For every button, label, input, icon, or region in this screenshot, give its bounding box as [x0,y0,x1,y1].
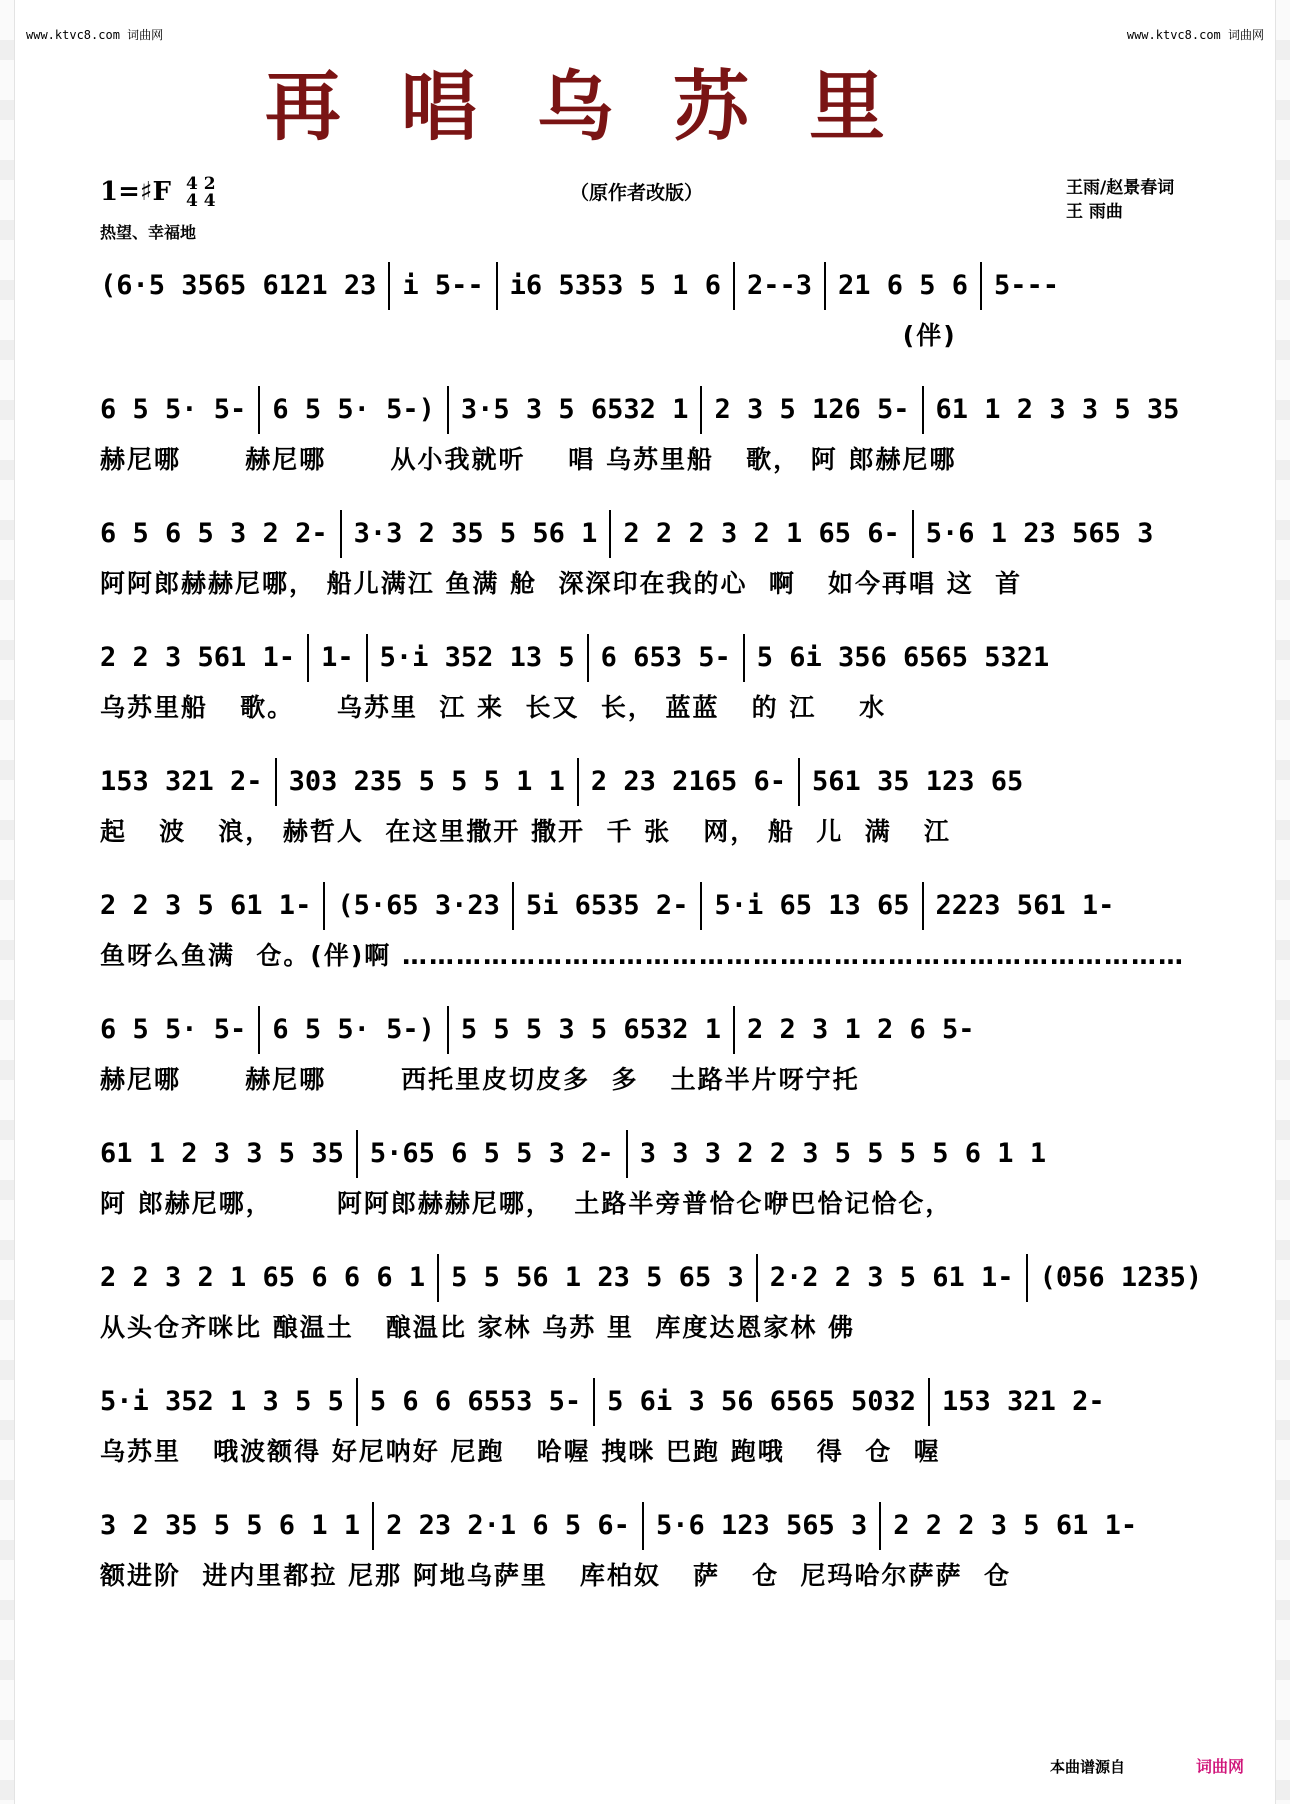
notation-line [100,1378,1190,1426]
notation-line [100,386,1190,434]
measure: (5·65 3·23 [323,882,500,930]
measure: 2·2 2 3 5 61 1- [756,1254,1014,1302]
measure: 2--3 [733,262,812,310]
measure: 61 1 2 3 3 5 35 [100,1138,344,1169]
footer-source-label: 本曲谱源自 [1050,1758,1126,1776]
measure: 5·i 352 1 3 5 5 [100,1386,344,1417]
score-row [100,1502,1190,1626]
score-row [100,262,1190,386]
left-margin-strip [0,0,15,1804]
measure: 2 23 2165 6- [577,758,786,806]
measure: 303 235 5 5 5 1 1 [275,758,565,806]
version-note: （原作者改版） [570,182,704,204]
measure: 5·6 1 23 565 3 [912,510,1154,558]
measure: 21 6 5 6 [824,262,968,310]
score-row [100,882,1190,1006]
measure: 3·5 3 5 6532 1 [447,386,689,434]
lyric-line: 从头仓齐咪比 酿温土 酿温比 家林 乌苏 里 库度达恩家林 佛 [100,1313,856,1342]
measure: 5·i 65 13 65 [700,882,909,930]
lyric-line: 起 波 浪， 赫哲人 在这里撒开 撒开 千 张 网， 船 儿 满 江 [100,817,951,846]
measure: 153 321 2- [928,1378,1105,1426]
notation-line [100,758,1190,806]
score-row [100,1130,1190,1254]
time-signature [186,176,216,210]
measure: i 5-- [388,262,483,310]
key-signature [100,176,216,210]
measure: 2 2 3 561 1- [100,642,296,673]
score-row [100,510,1190,634]
expression-mark: 热望、幸福地 [100,223,197,242]
lyric-line: 赫尼哪 赫尼哪 从小我就听 唱 乌苏里船 歌， 阿 郎赫尼哪 [100,445,957,474]
lyric-line: (伴) [100,321,957,350]
measure: 2 2 3 2 1 65 6 6 6 1 [100,1262,426,1293]
measure: 5·6 123 565 3 [642,1502,867,1550]
measure: 153 321 2- [100,766,263,797]
lyricist-credit: 王雨/赵景春词 [1066,178,1175,198]
lyric-line: 乌苏里 哦波额得 好尼呐好 尼跑 哈喔 拽咪 巴跑 跑哦 得 仓 喔 [100,1437,941,1466]
meter-top: 4 2 [185,174,216,194]
measure: 5 6 6 6553 5- [356,1378,581,1426]
score-row [100,1378,1190,1502]
measure: 6 5 5· 5-) [258,1006,435,1054]
measure: (056 1235) [1026,1254,1203,1302]
measure: 5 6i 3 56 6565 5032 [593,1378,916,1426]
song-title: 再唱乌苏里 [265,62,945,151]
measure: 3·3 2 35 5 56 1 [340,510,598,558]
notation-line [100,1006,1190,1054]
lyric-line: 阿阿郎赫赫尼哪， 船儿满江 鱼满 舱 深深印在我的心 啊 如今再唱 这 首 [100,569,1023,598]
lyric-line: 赫尼哪 赫尼哪 西托里皮切皮多 多 土路半片呀宁托 [100,1065,860,1094]
measure: 6 653 5- [587,634,731,682]
notation-line [100,510,1190,558]
measure: 61 1 2 3 3 5 35 [922,386,1180,434]
notation-line [100,634,1190,682]
measure: 5 5 56 1 23 5 65 3 [437,1254,744,1302]
credits [1066,176,1174,224]
measure: 2 3 5 126 5- [700,386,909,434]
notation-line [100,1254,1203,1302]
measure: 5--- [980,262,1059,310]
score-row [100,1006,1190,1130]
right-margin-strip [1275,0,1290,1804]
lyric-line: 阿 郎赫尼哪， 阿阿郎赫赫尼哪， 土路半旁普恰仑咿巴恰记恰仑， [100,1189,953,1218]
measure: 2 2 3 5 61 1- [100,890,312,921]
composer-credit: 王 雨曲 [1066,202,1123,222]
lyric-line: 额进阶 进内里都拉 尼那 阿地乌萨里 库柏奴 萨 仓 尼玛哈尔萨萨 仓 [100,1561,1011,1590]
score-row [100,634,1190,758]
measure: 5 6i 356 6565 5321 [743,634,1050,682]
measure: 5·65 6 5 5 3 2- [356,1130,614,1178]
footer-brand: 词曲网 [1196,1757,1245,1776]
lyric-line: 鱼呀么鱼满 仓。(伴)啊 …………………………………………………………………………… [100,941,1185,970]
measure: 2223 561 1- [922,882,1115,930]
measure: (6·5 3565 6121 23 [100,270,377,301]
score-body [100,262,1203,1626]
measure: 5i 6535 2- [512,882,689,930]
score-row [100,386,1190,510]
site-watermark-left: www.ktvc8.com 词曲网 [26,28,164,42]
measure: 2 2 2 3 5 61 1- [879,1502,1137,1550]
measure: 5 5 5 3 5 6532 1 [447,1006,721,1054]
measure: 6 5 5· 5- [100,1014,247,1045]
measure: 6 5 5· 5-) [258,386,435,434]
measure: i6 5353 5 1 6 [496,262,721,310]
measure: 2 23 2·1 6 5 6- [372,1502,630,1550]
measure: 6 5 5· 5- [100,394,247,425]
notation-line [100,1502,1190,1550]
meter-bottom: 4 4 [185,191,216,211]
score-row [100,758,1190,882]
measure: 6 5 6 5 3 2 2- [100,518,328,549]
measure: 561 35 123 65 [798,758,1023,806]
measure: 1- [307,634,354,682]
notation-line [100,262,1190,310]
measure: 5·i 352 13 5 [366,634,575,682]
notation-line [100,1130,1190,1178]
score-row [100,1254,1203,1378]
lyric-line: 乌苏里船 歌。 乌苏里 江 来 长又 长， 蓝蓝 的 江 水 [100,693,887,722]
measure: 3 3 3 2 2 3 5 5 5 5 6 1 1 [626,1130,1046,1178]
measure: 2 2 3 1 2 6 5- [733,1006,975,1054]
notation-line [100,882,1190,930]
measure: 2 2 2 3 2 1 65 6- [609,510,899,558]
key-text: 1=♯F [100,177,171,207]
site-watermark-right: www.ktvc8.com 词曲网 [1126,28,1264,42]
measure: 3 2 35 5 5 6 1 1 [100,1510,361,1541]
